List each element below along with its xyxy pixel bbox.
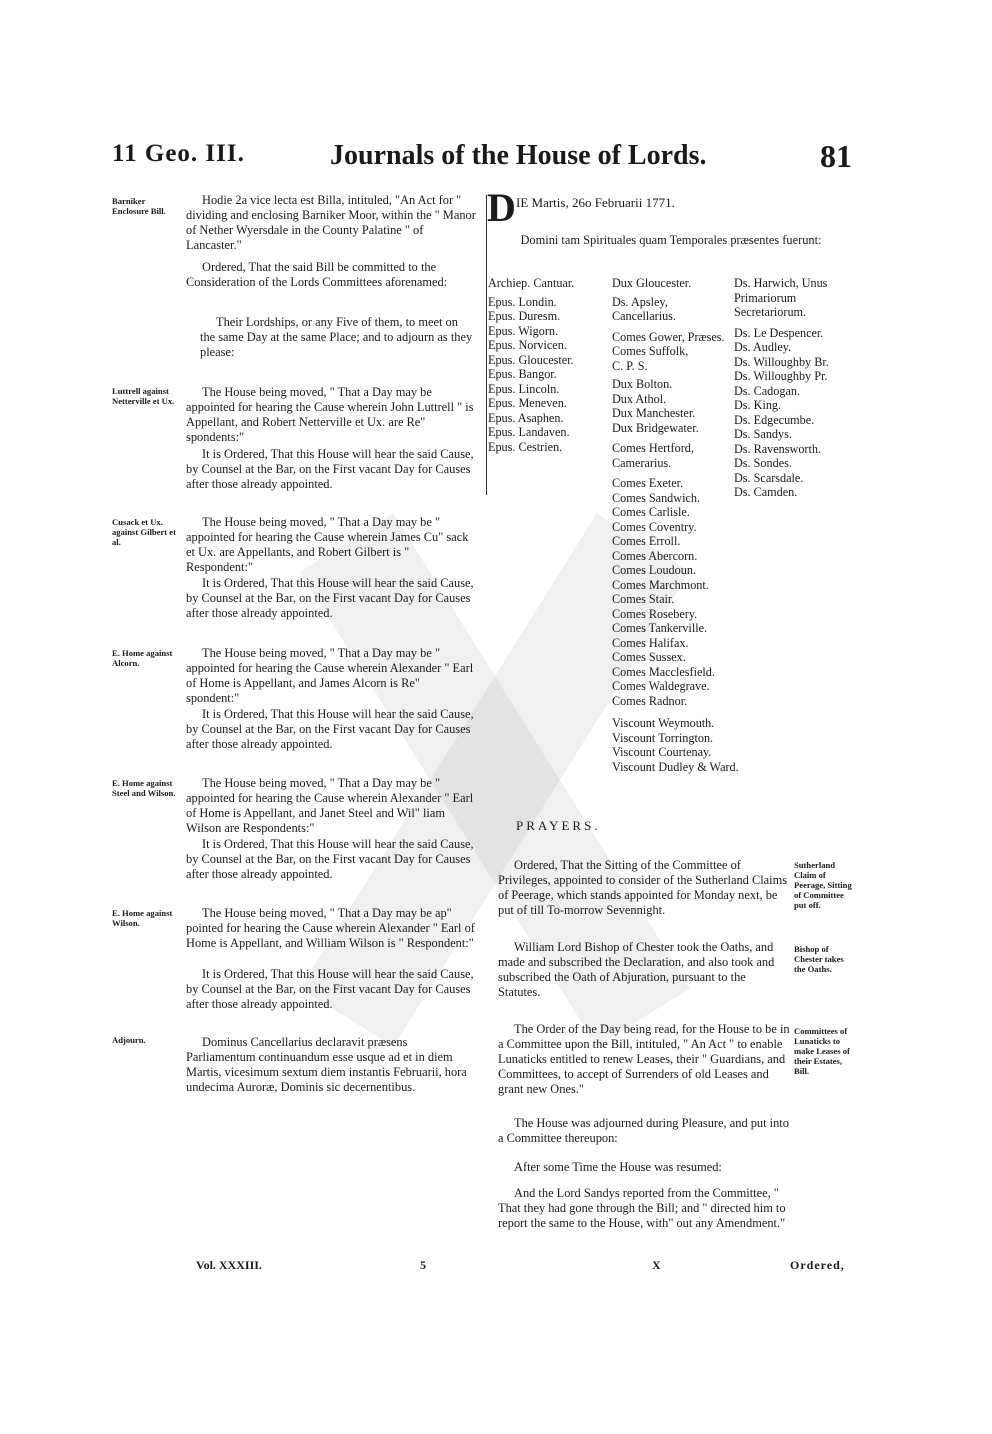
lord-name: Epus. Bangor. <box>488 367 557 381</box>
lord-name: Comes Sandwich. <box>612 490 701 505</box>
lord-name: Comes Halifax. <box>612 635 689 650</box>
lord-name: Viscount Torrington. <box>612 730 714 745</box>
signature-letter: X <box>652 1258 661 1272</box>
present-heading: Domini tam Spirituales quam Temporales præsentes fuerunt: <box>520 233 822 247</box>
lord-name: Comes Abercorn. <box>612 548 698 563</box>
lord-name: Comes Erroll. <box>612 534 681 548</box>
lord-name: Epus. Landaven. <box>488 425 570 439</box>
header-regnal-year: 11 Geo. III. <box>112 140 245 167</box>
paragraph: Ordered, That the Sitting of the Committee of Privileges, appointed to consider of the Sutherland Claims of Peerage, which stands appointed for Monday next, be put of till To-morrow Sevennight. <box>498 858 788 917</box>
margin-note: Adjourn. <box>112 1035 146 1045</box>
paragraph: The House being moved, " That a Day may be appointed for hearing the Cause wherein John Luttrell " is Appellant, and Robert Netterville et Ux. are Re" spondents:" <box>186 385 474 444</box>
margin-note: Sutherland Claim of Peerage, Sitting of Committee put off. <box>794 860 852 910</box>
margin-note: Committees of Lunaticks to make Leases of their Estates, Bill. <box>794 1026 850 1076</box>
lord-name: Ds. Scarsdale. <box>734 470 804 485</box>
lord-name: Epus. Meneven. <box>488 396 567 410</box>
paragraph: And the Lord Sandys reported from the Committee, " That they had gone through the Bill; and " directed him to report the same to the House, with" out any Amendment." <box>498 1186 786 1230</box>
lord-name: Ds. Willoughby Br. <box>734 354 829 369</box>
lord-name: Archiep. Cantuar. <box>488 276 575 290</box>
margin-note: Barniker Enclosure Bill. <box>112 196 166 216</box>
lord-name: Comes Radnor. <box>612 693 688 708</box>
page-number: 81 <box>820 138 852 174</box>
lord-name: Comes Coventry. <box>612 519 697 534</box>
lord-name: Comes Rosebery. <box>612 606 698 621</box>
lord-name: Ds. Ravensworth. <box>734 441 821 456</box>
lord-name: Comes Carlisle. <box>612 505 690 519</box>
margin-note: Cusack et Ux. against Gilbert et al. <box>112 517 176 547</box>
lord-name: Epus. Lincoln. <box>488 381 560 396</box>
paragraph: William Lord Bishop of Chester took the Oaths, and made and subscribed the Declaration, and also took and subscribed the Oath of Abjuration, pursuant to the Statutes. <box>498 940 775 999</box>
margin-note: E. Home against Wilson. <box>112 908 173 928</box>
lord-name: Ds. Sondes. <box>734 456 792 470</box>
column-divider <box>486 195 487 495</box>
lord-name: Comes Marchmont. <box>612 577 709 592</box>
lord-name: Dux Bolton. <box>612 377 673 391</box>
lord-name: Comes Tankerville. <box>612 621 708 635</box>
lord-name: Dux Manchester. <box>612 406 696 420</box>
lord-name: Viscount Weymouth. <box>612 716 715 730</box>
paragraph: It is Ordered, That this House will hear the said Cause, by Counsel at the Bar, on the First vacant Day for Causes after those already appointed. <box>186 707 474 751</box>
lord-name: Dux Athol. <box>612 391 667 406</box>
paragraph: Their Lordships, or any Five of them, to meet on the same Day at the same Place; and to adjourn as they please: <box>200 315 473 359</box>
lord-name: Ds. Le Despencer. <box>734 325 824 340</box>
lord-name: Comes Macclesfield. <box>612 664 715 679</box>
lord-name: Comes Waldegrave. <box>612 679 710 693</box>
margin-note: E. Home against Steel and Wilson. <box>112 778 176 798</box>
lord-name: Viscount Courtenay. <box>612 745 712 759</box>
lord-name: Epus. Norvicen. <box>488 338 567 352</box>
paragraph: The House being moved, " That a Day may be " appointed for hearing the Cause wherein Alexander " Earl of Home is Appellant, and Janet Steel and Wil" liam Wilson are Respondents:" <box>186 776 474 835</box>
paragraph: The House being moved, " That a Day may be " appointed for hearing the Cause wherein James Cu" sack et Ux. are Appellants, and Robert Gilbert is " Respondent:" <box>186 515 469 574</box>
lord-name: Epus. Asaphen. <box>488 410 564 425</box>
paragraph: It is Ordered, That this House will hear the said Cause, by Counsel at the Bar, on the First vacant Day for Causes after those already appointed. <box>186 837 474 881</box>
paragraph: The Order of the Day being read, for the House to be in a Committee upon the Bill, intituled, " An Act " to enable Lunaticks entitled to renew Leases, their " Guardians, and Committees, to accept of Surrenders of old Leases and grant new Ones." <box>498 1022 790 1096</box>
paragraph: After some Time the House was resumed: <box>514 1160 722 1174</box>
lord-name: Viscount Dudley & Ward. <box>612 759 739 774</box>
paragraph: It is Ordered, That this House will hear the said Cause, by Counsel at the Bar, on the First vacant Day for Causes after those already appointed. <box>186 967 474 1011</box>
lord-name: Ds. Edgecumbe. <box>734 412 815 427</box>
lords-list-temporal <box>612 276 739 774</box>
sitting-date: IE Martis, 26o Februarii 1771. <box>516 195 675 210</box>
lord-name: Comes Hertford, Camerarius. <box>612 441 694 470</box>
lord-name: Epus. Londin. <box>488 294 557 309</box>
lord-name: Dux Gloucester. <box>612 276 692 290</box>
margin-note: Luttrell against Netterville et Ux. <box>112 386 175 406</box>
margin-note: E. Home against Alcorn. <box>112 648 173 668</box>
lord-name: Comes Suffolk, C. P. S. <box>612 344 689 373</box>
lord-name: Ds. King. <box>734 398 782 412</box>
lord-name: Epus. Wigorn. <box>488 323 559 338</box>
paragraph: The House was adjourned during Pleasure, and put into a Committee thereupon: <box>498 1116 789 1145</box>
catchword: Ordered, <box>790 1258 845 1272</box>
section-title: PRAYERS. <box>516 818 601 833</box>
paragraph: Hodie 2a vice lecta est Billa, intituled, "An Act for " dividing and enclosing Barniker Moor, within the " Manor of Nether Wyersdale in the County Palatine " of Lancaster." <box>186 193 476 252</box>
lords-list-barons <box>734 276 864 500</box>
paragraph: Dominus Cancellarius declaravit præsens Parliamentum continuandum esse usque ad et in diem Martis, vicesimum sextum diem instantis Februarii, hora undecima Auroræ, Dominis sic decernentibus. <box>186 1035 467 1094</box>
lord-name: Comes Loudoun. <box>612 563 696 577</box>
paragraph: Ordered, That the said Bill be committed to the Consideration of the Lords Committees aforenamed: <box>186 260 448 289</box>
footer-mark: 5 <box>420 1258 426 1272</box>
paragraph: It is Ordered, That this House will hear the said Cause, by Counsel at the Bar, on the First vacant Day for Causes after those already appointed. <box>186 576 474 620</box>
dropcap-letter: D <box>487 185 516 230</box>
lord-name: Ds. Apsley, Cancellarius. <box>612 294 676 323</box>
lord-name: Ds. Harwich, Unus Primariorum Secretariorum. <box>734 276 828 319</box>
lord-name: Epus. Duresm. <box>488 309 561 323</box>
lord-name: Comes Gower, Præses. <box>612 329 725 344</box>
lord-name: Ds. Camden. <box>734 485 798 499</box>
paragraph: The House being moved, " That a Day may be " appointed for hearing the Cause wherein Alexander " Earl of Home is Appellant, and James Alcorn is Re" spondent:" <box>186 646 474 705</box>
lord-name: Epus. Cestrien. <box>488 439 563 454</box>
lord-name: Ds. Cadogan. <box>734 383 801 398</box>
header-title: Journals of the House of Lords. <box>330 140 707 171</box>
margin-note: Bishop of Chester takes the Oaths. <box>794 944 844 974</box>
volume-signature: Vol. XXXIII. <box>196 1258 262 1272</box>
lord-name: Epus. Gloucester. <box>488 352 574 367</box>
lord-name: Ds. Willoughby Pr. <box>734 369 828 383</box>
lord-name: Dux Bridgewater. <box>612 420 699 435</box>
paragraph: It is Ordered, That this House will hear the said Cause, by Counsel at the Bar, on the First vacant Day for Causes after those already appointed. <box>186 447 474 491</box>
lord-name: Ds. Audley. <box>734 340 792 354</box>
lords-list-spiritual <box>488 276 606 454</box>
paragraph: The House being moved, " That a Day may be ap" pointed for hearing the Cause wherein Alexander " Earl of Home is Appellant, and William Wilson is " Respondent:" <box>186 906 475 950</box>
lord-name: Comes Stair. <box>612 592 675 606</box>
lord-name: Ds. Sandys. <box>734 427 792 441</box>
lord-name: Comes Exeter. <box>612 476 684 490</box>
lord-name: Comes Sussex. <box>612 650 686 664</box>
running-header <box>112 140 852 180</box>
